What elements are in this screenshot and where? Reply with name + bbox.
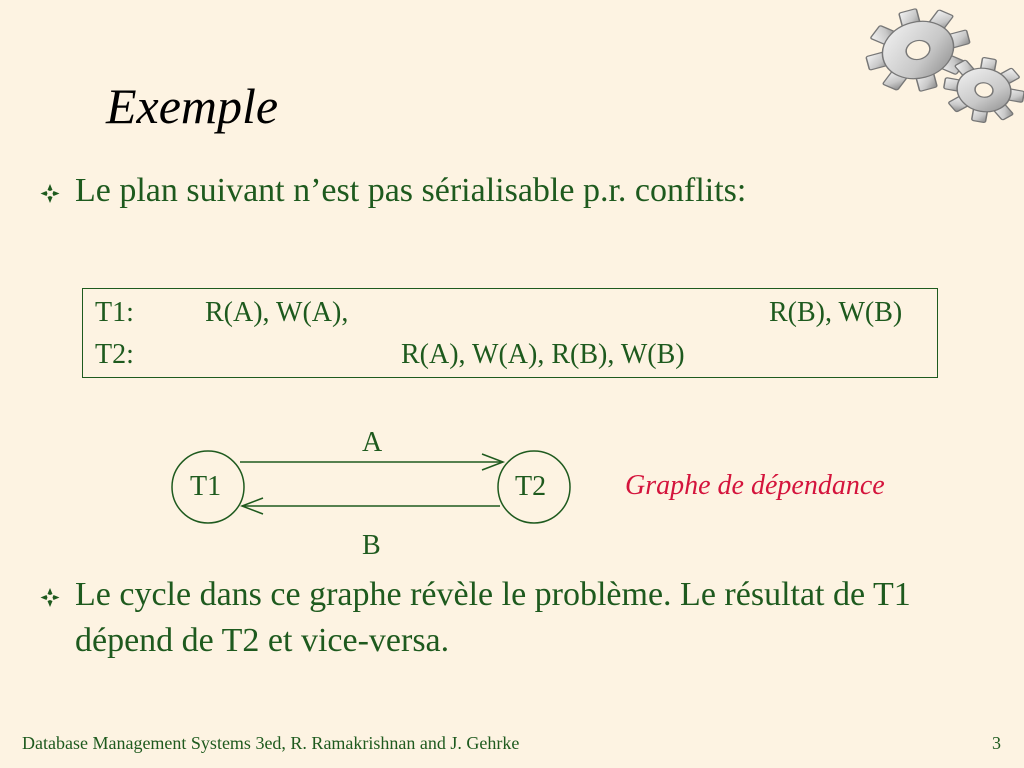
schedule-t1-ops-last: R(B), W(B) bbox=[769, 297, 903, 328]
schedule-t1-label: T1: bbox=[95, 297, 134, 328]
bullet-item bbox=[75, 168, 746, 214]
gears-icon bbox=[856, 0, 1024, 130]
edge-t2-to-t1 bbox=[242, 498, 500, 514]
schedule-t2-label: T2: bbox=[95, 339, 134, 370]
diamond-bullet-icon bbox=[39, 168, 61, 214]
edge-bottom-label: B bbox=[362, 530, 381, 561]
dependency-graph bbox=[160, 420, 620, 570]
edge-top-label: A bbox=[362, 427, 383, 458]
node-t1-label: T1 bbox=[190, 471, 222, 502]
diamond-bullet-icon bbox=[39, 572, 61, 618]
node-t2-label: T2 bbox=[515, 471, 547, 502]
schedule-box bbox=[82, 288, 938, 378]
schedule-t1-ops-first: R(A), W(A), bbox=[205, 297, 349, 328]
graph-caption: Graphe de dépendance bbox=[625, 470, 885, 501]
bullet-item bbox=[75, 572, 955, 664]
footer-text: Database Management Systems 3ed, R. Ramakrishnan and J. Gehrke bbox=[22, 733, 520, 753]
schedule-t2-ops: R(A), W(A), R(B), W(B) bbox=[401, 339, 685, 370]
bullet-text: Le plan suivant n’est pas sérialisable p.r. conflits: bbox=[75, 172, 747, 209]
page-number: 3 bbox=[992, 733, 1001, 753]
bullet-text: Le cycle dans ce graphe révèle le problème. Le résultat de T1 dépend de T2 et vice-versa. bbox=[75, 576, 911, 659]
slide-title: Exemple bbox=[106, 78, 279, 134]
